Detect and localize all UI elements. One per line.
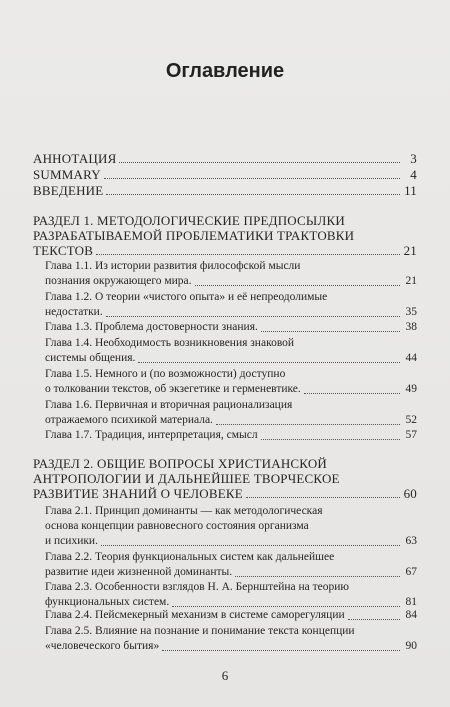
entry-text: и психики.: [45, 535, 98, 547]
dot-leader: [162, 650, 400, 651]
dot-leader: [216, 424, 400, 425]
entry-page: 11: [404, 183, 417, 198]
toc-entry-chapter-2-3[interactable]: [45, 580, 417, 610]
entry-text: развитие идеи жизненной доминанты.: [45, 566, 233, 578]
toc-entry-chapter-1-4[interactable]: [45, 336, 417, 366]
entry-page: 38: [405, 321, 417, 333]
entry-text: функциональных систем.: [45, 596, 170, 608]
entry-text: о толковании текстов, об экзегетике и герменевтике.: [45, 383, 301, 395]
entry-page: 4: [410, 167, 417, 182]
dot-leader: [172, 606, 400, 607]
entry-text: отражаемого психикой материала.: [45, 414, 213, 426]
dot-leader: [261, 331, 400, 332]
dot-leader: [261, 439, 400, 440]
toc-entry-chapter-1-6[interactable]: [45, 398, 417, 428]
dot-leader: [104, 178, 400, 179]
entry-page: 63: [405, 535, 417, 547]
page-number: 6: [221, 668, 229, 683]
entry-page: 21: [405, 275, 417, 287]
entry-text-line: Глава 1.5. Немного и (по возможности) доступно: [45, 368, 286, 380]
entry-text: системы общения.: [45, 352, 136, 364]
entry-text-line: Глава 1.1. Из истории развития философской мысли: [45, 260, 301, 272]
toc-entry-section-2[interactable]: [33, 456, 417, 501]
entry-text-line: Глава 2.3. Особенности взглядов Н. А. Бернштейна на теорию: [45, 581, 350, 593]
dot-leader: [348, 619, 400, 620]
entry-text: SUMMARY: [33, 167, 101, 182]
dot-leader: [304, 393, 400, 394]
toc-entry-chapter-2-2[interactable]: [45, 550, 417, 580]
entry-page: 67: [405, 566, 417, 578]
toc-entry-chapter-2-1[interactable]: [45, 504, 417, 549]
toc-entry-chapter-1-1[interactable]: [45, 259, 417, 289]
dot-leader: [106, 316, 400, 317]
entry-page: 3: [410, 151, 417, 166]
entry-text-line: РАЗДЕЛ 1. МЕТОДОЛОГИЧЕСКИЕ ПРЕДПОСЫЛКИ: [33, 213, 345, 228]
entry-text-line: основа концепции равновесного состояния организма: [45, 520, 309, 532]
toc-entry-chapter-2-5[interactable]: [45, 624, 417, 654]
toc-entry-introduction[interactable]: [33, 183, 417, 198]
dot-leader: [119, 162, 400, 163]
entry-text: недостатки.: [45, 306, 103, 318]
entry-text-line: РАЗДЕЛ 2. ОБЩИЕ ВОПРОСЫ ХРИСТИАНСКОЙ: [33, 456, 328, 471]
toc-title: Оглавление: [165, 60, 285, 82]
toc-entry-annotation[interactable]: [33, 151, 417, 166]
entry-text-line: Глава 2.2. Теория функциональных систем как дальнейшее: [45, 551, 335, 563]
entry-page: 81: [405, 596, 417, 608]
toc-entry-chapter-1-7[interactable]: [45, 428, 417, 443]
dot-leader: [195, 285, 400, 286]
entry-text-line: Глава 1.4. Необходимость возникновения знаковой: [45, 337, 295, 349]
entry-text-line: РАЗРАБАТЫВАЕМОЙ ПРОБЛЕМАТИКИ ТРАКТОВКИ: [33, 228, 355, 243]
entry-page: 35: [405, 306, 417, 318]
entry-text: РАЗВИТИЕ ЗНАНИЙ О ЧЕЛОВЕКЕ: [33, 486, 243, 501]
dot-leader: [101, 545, 400, 546]
entry-text: Глава 1.3. Проблема достоверности знания.: [45, 321, 258, 333]
dot-leader: [106, 194, 400, 195]
entry-text-line: Глава 2.5. Влияние на познание и понимание текста концепции: [45, 625, 355, 637]
toc-entry-summary[interactable]: [33, 167, 417, 182]
entry-text: ВВЕДЕНИЕ: [33, 183, 104, 198]
entry-text: АННОТАЦИЯ: [33, 151, 117, 166]
dot-leader: [138, 362, 400, 363]
entry-text: Глава 1.7. Традиция, интерпретация, смысл: [45, 429, 258, 441]
dot-leader: [235, 576, 400, 577]
entry-text-line: АНТРОПОЛОГИИ И ДАЛЬНЕЙШЕЕ ТВОРЧЕСКОЕ: [33, 471, 340, 486]
toc-entry-chapter-1-3[interactable]: [45, 320, 417, 335]
toc-entry-chapter-1-5[interactable]: [45, 367, 417, 397]
entry-page: 90: [405, 640, 417, 652]
dot-leader: [96, 254, 400, 255]
dot-leader: [246, 497, 400, 498]
entry-text: познания окружающего мира.: [45, 275, 192, 287]
entry-page: 21: [403, 243, 417, 258]
entry-text-line: Глава 1.2. О теории «чистого опыта» и её непреодолимые: [45, 291, 328, 303]
entry-text-line: Глава 1.6. Первичная и вторичная рационализация: [45, 399, 293, 411]
toc-entry-section-1[interactable]: [33, 213, 417, 258]
toc-entry-chapter-2-4[interactable]: [45, 608, 417, 623]
entry-page: 57: [405, 429, 417, 441]
entry-page: 49: [405, 383, 417, 395]
entry-text: ТЕКСТОВ: [33, 243, 94, 258]
entry-text-line: Глава 2.1. Принцип доминанты — как методологическая: [45, 505, 323, 517]
entry-text: «человеческого бытия»: [45, 640, 160, 652]
entry-page: 52: [405, 414, 417, 426]
entry-page: 84: [405, 609, 417, 621]
entry-text: Глава 2.4. Пейсмекерный механизм в системе саморегуляции: [45, 609, 345, 621]
entry-page: 60: [403, 486, 417, 501]
entry-page: 44: [405, 352, 417, 364]
toc-entry-chapter-1-2[interactable]: [45, 290, 417, 320]
